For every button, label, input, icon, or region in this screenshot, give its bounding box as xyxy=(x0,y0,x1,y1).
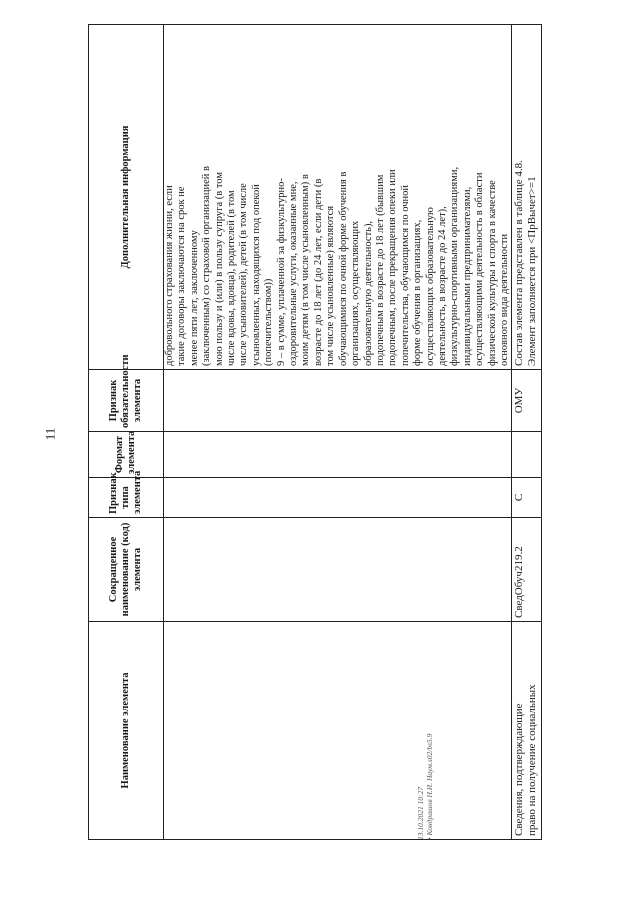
landscape-content xyxy=(50,10,539,850)
cont-required-cell xyxy=(164,370,512,432)
print-stamp xyxy=(416,580,434,840)
element-name-line: право на получение социальных xyxy=(526,684,539,836)
element-format-cell xyxy=(512,432,542,478)
info-line: добровольного страхования жизни, если xyxy=(164,185,175,366)
spec-table xyxy=(88,24,542,840)
info-line: форме обучения в организациях, xyxy=(412,219,424,366)
info-line: такие договоры заключаются на срок не xyxy=(176,186,188,366)
info-line: индивидуальными предпринимателями, xyxy=(461,186,473,366)
info-line: числе усыновителей), детей (в том числе xyxy=(238,183,250,366)
info-line: осуществляющими деятельность в области xyxy=(474,172,486,366)
info-line: обучающимися по очной форме обучения в xyxy=(337,171,349,366)
header-info: Дополнительная информация xyxy=(89,25,164,370)
info-line: основного вида деятельности xyxy=(498,233,510,366)
header-format: Формат элемента xyxy=(89,432,164,478)
rotated-page xyxy=(50,10,539,850)
info-line: осуществляющих образовательную xyxy=(424,207,436,366)
element-required-cell: ОМУ xyxy=(512,370,542,432)
info-line: усыновленных, находящихся под опекой xyxy=(250,184,262,366)
element-code-cell: СведОбуч219.2 xyxy=(512,518,542,622)
info-line: (заключенным) со страховой организацией в xyxy=(201,165,213,366)
info-line: подопечным в возрасте до 18 лет (бывшим xyxy=(374,174,386,366)
info-line: 9 – в сумме, уплаченной за физкультурно- xyxy=(275,178,287,366)
header-required: Признак обязательности элемента xyxy=(89,370,164,432)
info-line: организациях, осуществляющих xyxy=(350,220,362,366)
cont-format-cell xyxy=(164,432,512,478)
stamp-date: 13.10.2021 10:27 xyxy=(416,786,425,840)
info-line: (попечительством)) xyxy=(263,278,275,366)
info-line: деятельность, в возрасте до 24 лет), xyxy=(436,206,448,366)
header-type: Признак типа элемента xyxy=(89,478,164,518)
info-line: попечительства, обучающимся по очной xyxy=(399,185,411,366)
info-line: оздоровительные услуги, оказанные мне, xyxy=(288,181,300,366)
info-line: менее пяти лет, заключенному xyxy=(188,230,200,366)
element-name-cell xyxy=(512,622,542,840)
stamp-author: • Кондрашов Н.И. Наум.s02/bs5.9 xyxy=(425,733,434,840)
info-line: физической культуры и спорта в качестве xyxy=(486,180,498,366)
cont-short-cell xyxy=(164,518,512,622)
element-info-cell xyxy=(512,25,542,370)
info-line: физкультурно-спортивными организациями, xyxy=(449,166,461,366)
info-line: подопечным, после прекращения опеки или xyxy=(387,169,399,366)
element-info-line: Состав элемента представлен в таблице 4.8. xyxy=(513,160,526,366)
info-line: моим детям (в том числе усыновленным) в xyxy=(300,174,312,366)
info-line: числе вдовы, вдовца), родителей (в том xyxy=(226,190,238,366)
info-line: том числе усыновленные) являются xyxy=(325,205,337,366)
cont-name-cell xyxy=(164,622,512,840)
header-name: Наименование элемента xyxy=(89,622,164,840)
info-line: мою пользу и (или) в пользу супруга (в том xyxy=(213,172,225,366)
page-number: 11 xyxy=(42,427,57,441)
header-short-name: Сокращенное наименование (код) элемента xyxy=(89,518,164,622)
cont-type-cell xyxy=(164,478,512,518)
element-type-cell: С xyxy=(512,478,542,518)
table-row xyxy=(512,25,542,840)
header-row xyxy=(89,25,164,840)
element-name-line: Сведения, подтверждающие xyxy=(513,703,526,836)
element-info-line: Элемент заполняется при <ПрВычет>=1 xyxy=(526,176,539,366)
info-line: образовательную деятельность), xyxy=(362,220,374,366)
cont-info-cell xyxy=(164,25,512,370)
info-line: возрасте до 18 лет (до 24 лет, если дети (в xyxy=(312,178,324,366)
continuation-row xyxy=(164,25,512,840)
